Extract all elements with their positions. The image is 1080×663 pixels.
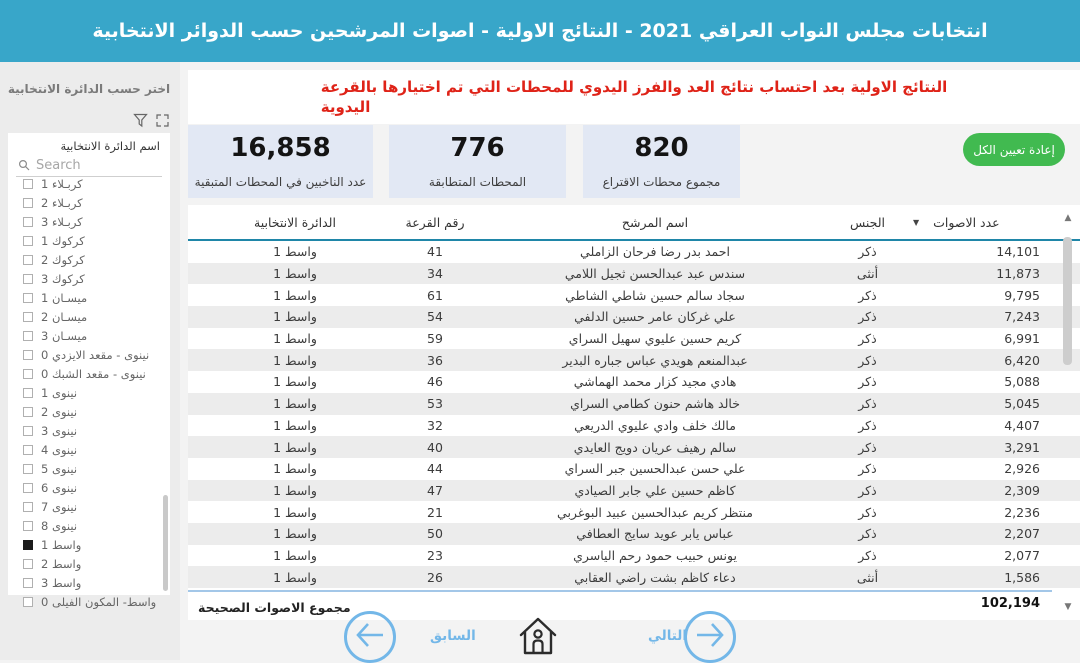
cell-votes: 4,407: [1004, 417, 1040, 433]
cell-district: واسط 1: [273, 417, 317, 433]
cell-lottery-number: 53: [427, 396, 443, 412]
slicer-item-label: ميسـان 2: [41, 309, 88, 324]
checkbox[interactable]: [23, 445, 33, 455]
table-row[interactable]: [188, 545, 1080, 567]
next-page-button[interactable]: [684, 611, 736, 663]
report-subtitle: النتائج الاولية بعد احتساب نتائج العد والفرز اليدوي للمحطات التي تم اختيارها بالقرعة اليدوية: [320, 78, 948, 116]
column-header-lottery[interactable]: رقم القرعة: [405, 214, 465, 230]
cell-candidate-name: دعاء كاظم بشت راضي العقابي: [574, 569, 736, 585]
cell-lottery-number: 47: [427, 482, 443, 498]
cell-gender: ذكر: [858, 309, 877, 325]
checkbox[interactable]: [23, 464, 33, 474]
slicer-item-label: كركوك 3: [41, 271, 85, 286]
cell-district: واسط 1: [273, 287, 317, 303]
stat-label: عدد الناخبين في المحطات المتبقية: [194, 175, 367, 189]
cell-district: واسط 1: [273, 352, 317, 368]
slicer-item-label: واسط 2: [41, 556, 82, 571]
cell-votes: 2,309: [1004, 482, 1040, 498]
slicer-toolbar: [133, 113, 170, 128]
slicer-item[interactable]: [8, 193, 170, 212]
total-label: مجموع الاصوات الصحيحة: [198, 600, 351, 615]
table-row[interactable]: [188, 328, 1080, 350]
cell-gender: ذكر: [858, 461, 877, 477]
cell-candidate-name: عباس يابر عويد سايج العطافي: [576, 526, 734, 542]
cell-district: واسط 1: [273, 244, 317, 260]
stat-value: 776: [450, 133, 505, 163]
slicer-item-label: كربـلاء 1: [41, 176, 83, 191]
cell-votes: 6,991: [1004, 331, 1040, 347]
slicer-item[interactable]: [8, 440, 170, 459]
slicer-item-label: كركوك 2: [41, 252, 85, 267]
cell-district: واسط 1: [273, 482, 317, 498]
slicer-scrollbar[interactable]: [163, 495, 168, 591]
checkbox[interactable]: [23, 369, 33, 379]
cell-votes: 6,420: [1004, 352, 1040, 368]
search-icon: [18, 156, 30, 175]
cell-candidate-name: خالد هاشم حنون كطامي السراي: [570, 396, 740, 412]
slicer-item[interactable]: [8, 535, 170, 554]
cell-candidate-name: كريم حسين عليوي سهيل السراي: [568, 331, 742, 347]
filter-sidebar: [0, 62, 180, 660]
cell-candidate-name: سندس عبد عبدالحسن ثجيل اللامي: [564, 266, 746, 282]
slicer-item[interactable]: [8, 364, 170, 383]
scrollbar-thumb[interactable]: [1063, 237, 1072, 365]
cell-candidate-name: عبدالمنعم هويدي عباس جباره البدير: [562, 352, 748, 368]
slicer-item-label: واسط 3: [41, 575, 82, 590]
cell-votes: 2,077: [1004, 547, 1040, 563]
table-body: [188, 241, 1080, 588]
cell-votes: 1,586: [1004, 569, 1040, 585]
slicer-item[interactable]: [8, 269, 170, 288]
cell-gender: ذكر: [858, 547, 877, 563]
checkbox[interactable]: [23, 198, 33, 208]
slicer-item[interactable]: [8, 478, 170, 497]
cell-district: واسط 1: [273, 374, 317, 390]
checkbox[interactable]: [23, 483, 33, 493]
cell-gender: أنثى: [856, 266, 879, 282]
cell-district: واسط 1: [273, 309, 317, 325]
checkbox[interactable]: [23, 350, 33, 360]
slicer-item-label: نينوى 8: [41, 518, 78, 533]
cell-gender: أنثى: [856, 569, 879, 585]
slicer-item[interactable]: [8, 459, 170, 478]
cell-lottery-number: 32: [427, 417, 443, 433]
checkbox[interactable]: [23, 578, 33, 588]
checkbox[interactable]: [23, 407, 33, 417]
slicer-item[interactable]: [8, 307, 170, 326]
cell-lottery-number: 36: [427, 352, 443, 368]
slicer-item-label: ميسـان 1: [41, 290, 88, 305]
cell-lottery-number: 46: [427, 374, 443, 390]
checkbox[interactable]: [23, 179, 33, 189]
cell-candidate-name: يونس حبيب حمود رحم الياسري: [573, 547, 737, 563]
slicer-item-label: نينوى - مقعد الشبك 0: [41, 366, 146, 381]
cell-gender: ذكر: [858, 331, 877, 347]
slicer-item-label: ميسـان 3: [41, 328, 88, 343]
slicer-item-label: كربـلاء 3: [41, 214, 83, 229]
cell-candidate-name: مالك خلف وادي عليوي الدريعي: [574, 417, 736, 433]
cell-gender: ذكر: [858, 287, 877, 303]
cell-votes: 14,101: [996, 244, 1040, 260]
arrow-left-icon: [350, 615, 390, 659]
slicer-item-label: نينوى 1: [41, 385, 78, 400]
stat-label: مجموع محطات الاقتراع: [602, 175, 721, 189]
previous-page-button[interactable]: [344, 611, 396, 663]
slicer-item[interactable]: [8, 497, 170, 516]
cell-candidate-name: كاظم حسين علي جابر الصيادي: [574, 482, 736, 498]
checkbox[interactable]: [23, 293, 33, 303]
column-header-gender[interactable]: الجنس: [849, 214, 886, 230]
checkbox[interactable]: [23, 274, 33, 284]
cell-votes: 9,795: [1004, 287, 1040, 303]
checkbox[interactable]: [23, 312, 33, 322]
table-row[interactable]: [188, 566, 1080, 588]
cell-gender: ذكر: [858, 482, 877, 498]
table-scrollbar[interactable]: [1062, 211, 1074, 614]
table-row[interactable]: [188, 523, 1080, 545]
table-row[interactable]: [188, 480, 1080, 502]
reset-all-button[interactable]: إعادة تعيين الكل: [963, 133, 1065, 166]
column-header-district[interactable]: الدائرة الانتخابية: [254, 214, 336, 230]
slicer-item-label: نينوى 3: [41, 423, 78, 438]
slicer-item-label: نينوى 4: [41, 442, 78, 457]
slicer-item-label: واسط 1: [41, 537, 82, 552]
stat-value: 16,858: [230, 133, 331, 163]
slicer-item[interactable]: [8, 174, 170, 193]
cell-gender: ذكر: [858, 504, 877, 520]
cell-lottery-number: 23: [427, 547, 443, 563]
cell-gender: ذكر: [858, 352, 877, 368]
table-row[interactable]: [188, 263, 1080, 285]
stat-card-remaining-voters: [188, 125, 373, 198]
cell-district: واسط 1: [273, 504, 317, 520]
checkbox[interactable]: [23, 388, 33, 398]
table-row[interactable]: [188, 349, 1080, 371]
slicer-item-list: [8, 176, 170, 609]
table-row[interactable]: [188, 415, 1080, 437]
stat-card-total-stations: [583, 125, 740, 198]
cell-votes: 11,873: [996, 266, 1040, 282]
table-row[interactable]: [188, 371, 1080, 393]
slicer-item[interactable]: [8, 345, 170, 364]
table-row[interactable]: [188, 284, 1080, 306]
cell-candidate-name: احمد بدر رضا فرحان الزاملي: [580, 244, 730, 260]
slicer-item[interactable]: [8, 516, 170, 535]
cell-lottery-number: 34: [427, 266, 443, 282]
cell-gender: ذكر: [858, 439, 877, 455]
table-row[interactable]: [188, 501, 1080, 523]
table-header-row: [188, 205, 1080, 241]
stat-value: 820: [634, 133, 689, 163]
cell-district: واسط 1: [273, 439, 317, 455]
slicer-item-label: نينوى - مقعد الايزدي 0: [41, 347, 150, 362]
cell-votes: 7,243: [1004, 309, 1040, 325]
checkbox[interactable]: [23, 426, 33, 436]
cell-district: واسط 1: [273, 266, 317, 282]
arrow-right-icon: [690, 615, 730, 659]
cell-district: واسط 1: [273, 396, 317, 412]
cell-district: واسط 1: [273, 331, 317, 347]
stat-card-matching-stations: [389, 125, 566, 198]
slicer-item[interactable]: [8, 554, 170, 573]
scroll-up-icon[interactable]: ▲: [1064, 213, 1072, 223]
checkbox[interactable]: [23, 502, 33, 512]
slicer-item-label: واسط- المكون الفيلى 0: [41, 594, 157, 609]
app-title-bar: [0, 0, 1080, 62]
column-header-name[interactable]: اسم المرشح: [621, 214, 689, 230]
slicer-item[interactable]: [8, 573, 170, 592]
checkbox[interactable]: [23, 331, 33, 341]
cell-gender: ذكر: [858, 374, 877, 390]
table-row[interactable]: [188, 393, 1080, 415]
next-page-label[interactable]: التالي: [648, 628, 688, 644]
checkbox-checked[interactable]: [23, 540, 33, 550]
filter-icon[interactable]: [133, 113, 148, 128]
cell-candidate-name: علي غركان عامر حسين الدلفي: [574, 309, 736, 325]
cell-district: واسط 1: [273, 526, 317, 542]
home-icon: [517, 644, 559, 663]
table-row[interactable]: [188, 458, 1080, 480]
scroll-down-icon[interactable]: ▼: [1064, 602, 1072, 612]
cell-lottery-number: 44: [427, 461, 443, 477]
slicer-item-label: نينوى 7: [41, 499, 78, 514]
cell-candidate-name: هادي مجيد كزار محمد الهماشي: [573, 374, 737, 390]
slicer-item[interactable]: [8, 402, 170, 421]
results-table: [188, 205, 1080, 620]
cell-votes: 2,236: [1004, 504, 1040, 520]
cell-votes: 5,045: [1004, 396, 1040, 412]
slicer-item-label: نينوى 6: [41, 480, 78, 495]
checkbox[interactable]: [23, 597, 33, 607]
sort-descending-icon: ▼: [913, 217, 920, 227]
slicer-item[interactable]: [8, 250, 170, 269]
slicer-item-label: كركوك 1: [41, 233, 85, 248]
home-button[interactable]: [517, 613, 559, 659]
cell-lottery-number: 40: [427, 439, 443, 455]
table-row[interactable]: [188, 436, 1080, 458]
stat-label: المحطات المتطابقة: [428, 175, 527, 189]
slicer-item[interactable]: [8, 421, 170, 440]
slicer-item[interactable]: [8, 231, 170, 250]
cell-candidate-name: سالم رهيف عريان دويج العايدي: [573, 439, 737, 455]
cell-lottery-number: 59: [427, 331, 443, 347]
cell-candidate-name: منتظر كريم عبدالحسين عبيد البوغربي: [557, 504, 753, 520]
checkbox[interactable]: [23, 521, 33, 531]
slicer-item-label: نينوى 2: [41, 404, 78, 419]
cell-votes: 2,207: [1004, 526, 1040, 542]
cell-lottery-number: 26: [427, 569, 443, 585]
cell-district: واسط 1: [273, 547, 317, 563]
table-row[interactable]: [188, 306, 1080, 328]
subtitle-panel: [188, 70, 1080, 124]
slicer-item-label: كربـلاء 2: [41, 195, 83, 210]
table-row[interactable]: [188, 241, 1080, 263]
page-title: انتخابات مجلس النواب العراقي 2021 - النتائج الاولية - اصوات المرشحين حسب الدوائر الانتخابية: [92, 20, 988, 42]
table-total-row: [188, 590, 1052, 620]
cell-votes: 2,926: [1004, 461, 1040, 477]
cell-lottery-number: 21: [427, 504, 443, 520]
cell-district: واسط 1: [273, 461, 317, 477]
checkbox[interactable]: [23, 559, 33, 569]
previous-page-label[interactable]: السابق: [430, 628, 476, 644]
search-input[interactable]: Search: [36, 158, 81, 173]
cell-gender: ذكر: [858, 396, 877, 412]
cell-votes: 3,291: [1004, 439, 1040, 455]
cell-gender: ذكر: [858, 526, 877, 542]
focus-mode-icon[interactable]: [155, 113, 170, 128]
total-votes-value: 102,194: [980, 596, 1040, 611]
checkbox[interactable]: [23, 236, 33, 246]
cell-votes: 5,088: [1004, 374, 1040, 390]
cell-lottery-number: 54: [427, 309, 443, 325]
cell-lottery-number: 41: [427, 244, 443, 260]
cell-candidate-name: سجاد سالم حسين شاطي الشاطي: [565, 287, 745, 303]
slicer-item[interactable]: [8, 383, 170, 402]
main-content: [180, 62, 1080, 660]
checkbox[interactable]: [23, 255, 33, 265]
cell-district: واسط 1: [273, 569, 317, 585]
cell-lottery-number: 61: [427, 287, 443, 303]
slicer-item[interactable]: [8, 592, 170, 611]
slicer-list-header: اسم الدائرة الانتخابية: [60, 139, 160, 153]
cell-candidate-name: علي حسن عبدالحسين جبر السراي: [564, 461, 746, 477]
slicer-item[interactable]: [8, 212, 170, 231]
checkbox[interactable]: [23, 217, 33, 227]
slicer-item[interactable]: [8, 326, 170, 345]
district-slicer: [8, 133, 170, 609]
cell-gender: ذكر: [858, 417, 877, 433]
slicer-item[interactable]: [8, 288, 170, 307]
cell-gender: ذكر: [858, 244, 877, 260]
column-header-votes[interactable]: ▼ عدد الاصوات: [913, 214, 1000, 230]
slicer-item-label: نينوى 5: [41, 461, 78, 476]
slicer-title: اختر حسب الدائرة الانتخابية: [7, 82, 171, 96]
cell-lottery-number: 50: [427, 526, 443, 542]
